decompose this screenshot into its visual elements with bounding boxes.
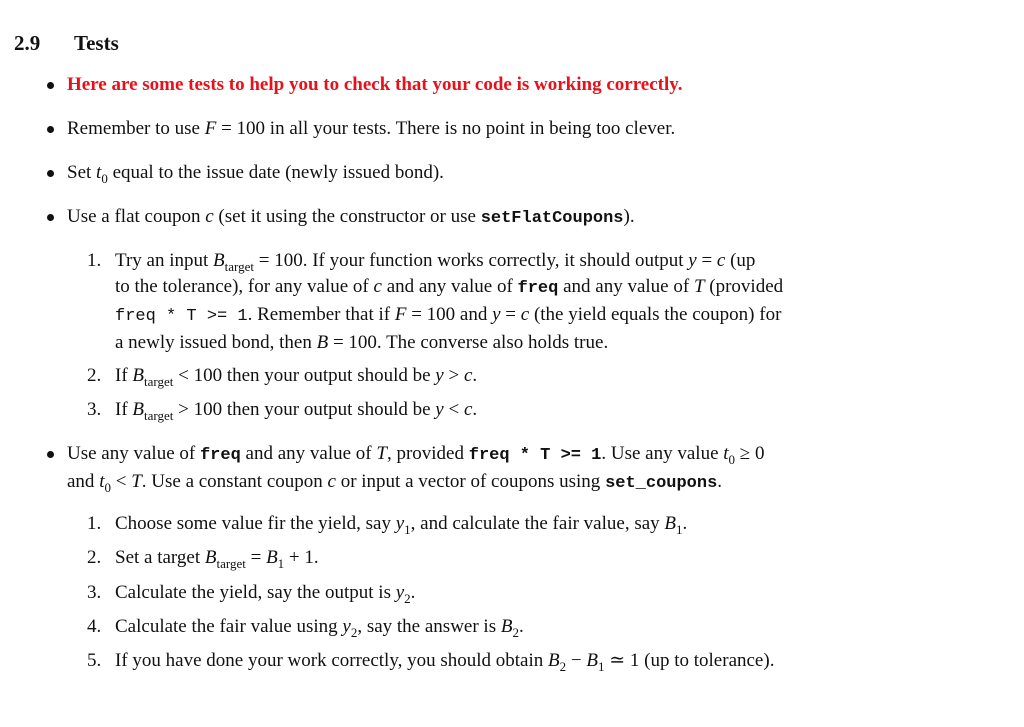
item-text: and — [455, 304, 493, 325]
list-number: 1. — [87, 250, 102, 271]
code-freq: freq — [517, 279, 559, 298]
item-text: and any value of — [558, 276, 694, 297]
code-freq: freq — [199, 446, 241, 465]
item-text: If you have done your work correctly, you should obtain — [115, 650, 549, 671]
list-number: 1. — [87, 513, 102, 534]
item-text: If — [115, 399, 133, 420]
bullet-text: (set it using the constructor or use — [213, 206, 481, 227]
item-text: then your output should be — [222, 365, 436, 386]
bullet-text: . — [717, 471, 723, 492]
list-number: 3. — [87, 582, 102, 603]
item-text: (provided — [704, 276, 784, 297]
bullet-text: equal to the issue date (newly issued bond). — [107, 162, 444, 183]
bullet-flat-coupon: Use a flat coupon c (set it using the constructor or use setFlatCoupons). — [67, 204, 947, 232]
item-text: . The converse also holds true. — [376, 332, 609, 353]
bullet-text: and any value of — [240, 443, 377, 464]
bullet-text: or input a vector of coupons using — [335, 471, 606, 492]
bullet-text: Use a flat coupon — [67, 206, 206, 227]
bullet-use-f100: Remember to use F = 100 in all your tests. There is no point in being too clever. — [67, 116, 947, 142]
item-text: . Remember that if — [247, 304, 395, 325]
item-text: and any value of — [381, 276, 518, 297]
item-text: to the tolerance), for any value of — [115, 276, 374, 297]
item-text: a newly issued bond, then — [115, 332, 317, 353]
list-number: 3. — [87, 399, 102, 420]
list1-item-1: 1. Try an input $B_{target} = 100$. If your function works correctly, it should output y = c (up to the tolerance), for any value of c and any value of freq and any value of T (provided freq * T >= 1. Remember that if F = 100 and y = c (the yield equals the coupon) for a newly issued bond, then B = 100. The converse also holds true. — [87, 250, 784, 353]
bullet-any-freq: Use any value of freq and any value of T, provided freq * T >= 1. Use any value $t_0 \ge 0$ and $t_0 < T$. Use a constant coupon c or input a vector of coupons using set_coupons. — [67, 441, 947, 497]
list-number: 2. — [87, 547, 102, 568]
list-number: 2. — [87, 365, 102, 386]
list2-item-4: 4. Calculate the fair value using $y_2$, say the answer is $B_2$. — [87, 616, 524, 640]
item-text: (up — [725, 250, 756, 271]
list2-item-3: 3. Calculate the yield, say the output is $y_2$. — [87, 582, 416, 606]
list-number: 4. — [87, 616, 102, 637]
code-set-coupons: set_coupons — [605, 474, 718, 493]
item-text: Calculate the yield, say the output is — [115, 582, 396, 603]
item-text: then your output should be — [222, 399, 436, 420]
item-text: Try an input — [115, 250, 214, 271]
list2-item-5: 5. If you have done your work correctly, you should obtain $B_2 - B_1$ ≃ 1 (up to tolerance). — [87, 650, 775, 674]
list2-item-1: 1. Choose some value fir the yield, say $y_1$, and calculate the fair value, say $B_1$. — [87, 513, 688, 537]
bullet-text: ). — [623, 206, 635, 227]
item-text: , and calculate the fair value, say — [410, 513, 665, 534]
item-text: , say the answer is — [357, 616, 501, 637]
section-heading — [14, 30, 119, 56]
item-text: Choose some value fir the yield, say — [115, 513, 396, 534]
item-text: If — [115, 365, 133, 386]
list1-item-3: 3. If $B_{target} > 100$ then your output should be y < c. — [87, 399, 478, 423]
bullet-intro: Here are some tests to help you to check that your code is working correctly. — [67, 72, 947, 98]
item-text: Calculate the fair value using — [115, 616, 343, 637]
item-text: (the yield equals the coupon) for — [529, 304, 782, 325]
bullet-text: . Use a constant coupon — [141, 471, 328, 492]
bullet-text: Remember to use — [67, 118, 205, 139]
bullet-text: , provided — [386, 443, 469, 464]
section-title: Tests — [74, 31, 119, 55]
code-setflatcoupons: setFlatCoupons — [480, 209, 624, 228]
item-text: . If your function works correctly, it should output — [302, 250, 689, 271]
bullet-set-t0: Set $t_0$ equal to the issue date (newly issued bond). — [67, 160, 947, 186]
list2-item-2: 2. Set a target $B_{target} = B_1 + 1$. — [87, 547, 319, 571]
bullet-text: and — [67, 471, 100, 492]
bullet-text: Set — [67, 162, 97, 183]
item-text: Set a target — [115, 547, 205, 568]
bullet-text: Use any value of — [67, 443, 200, 464]
list-number: 5. — [87, 650, 102, 671]
bullet-text: in all your tests. There is no point in being too clever. — [265, 118, 676, 139]
section-number: 2.9 — [14, 31, 41, 55]
code-freq-t: freq * T >= 1 — [468, 446, 602, 465]
bullet-text: . Use any value — [601, 443, 724, 464]
item-text: (up to tolerance). — [639, 650, 775, 671]
code-freq-t: freq * T >= 1 — [115, 307, 248, 326]
list1-item-2: 2. If $B_{target} < 100$ then your output should be y > c. — [87, 365, 478, 389]
